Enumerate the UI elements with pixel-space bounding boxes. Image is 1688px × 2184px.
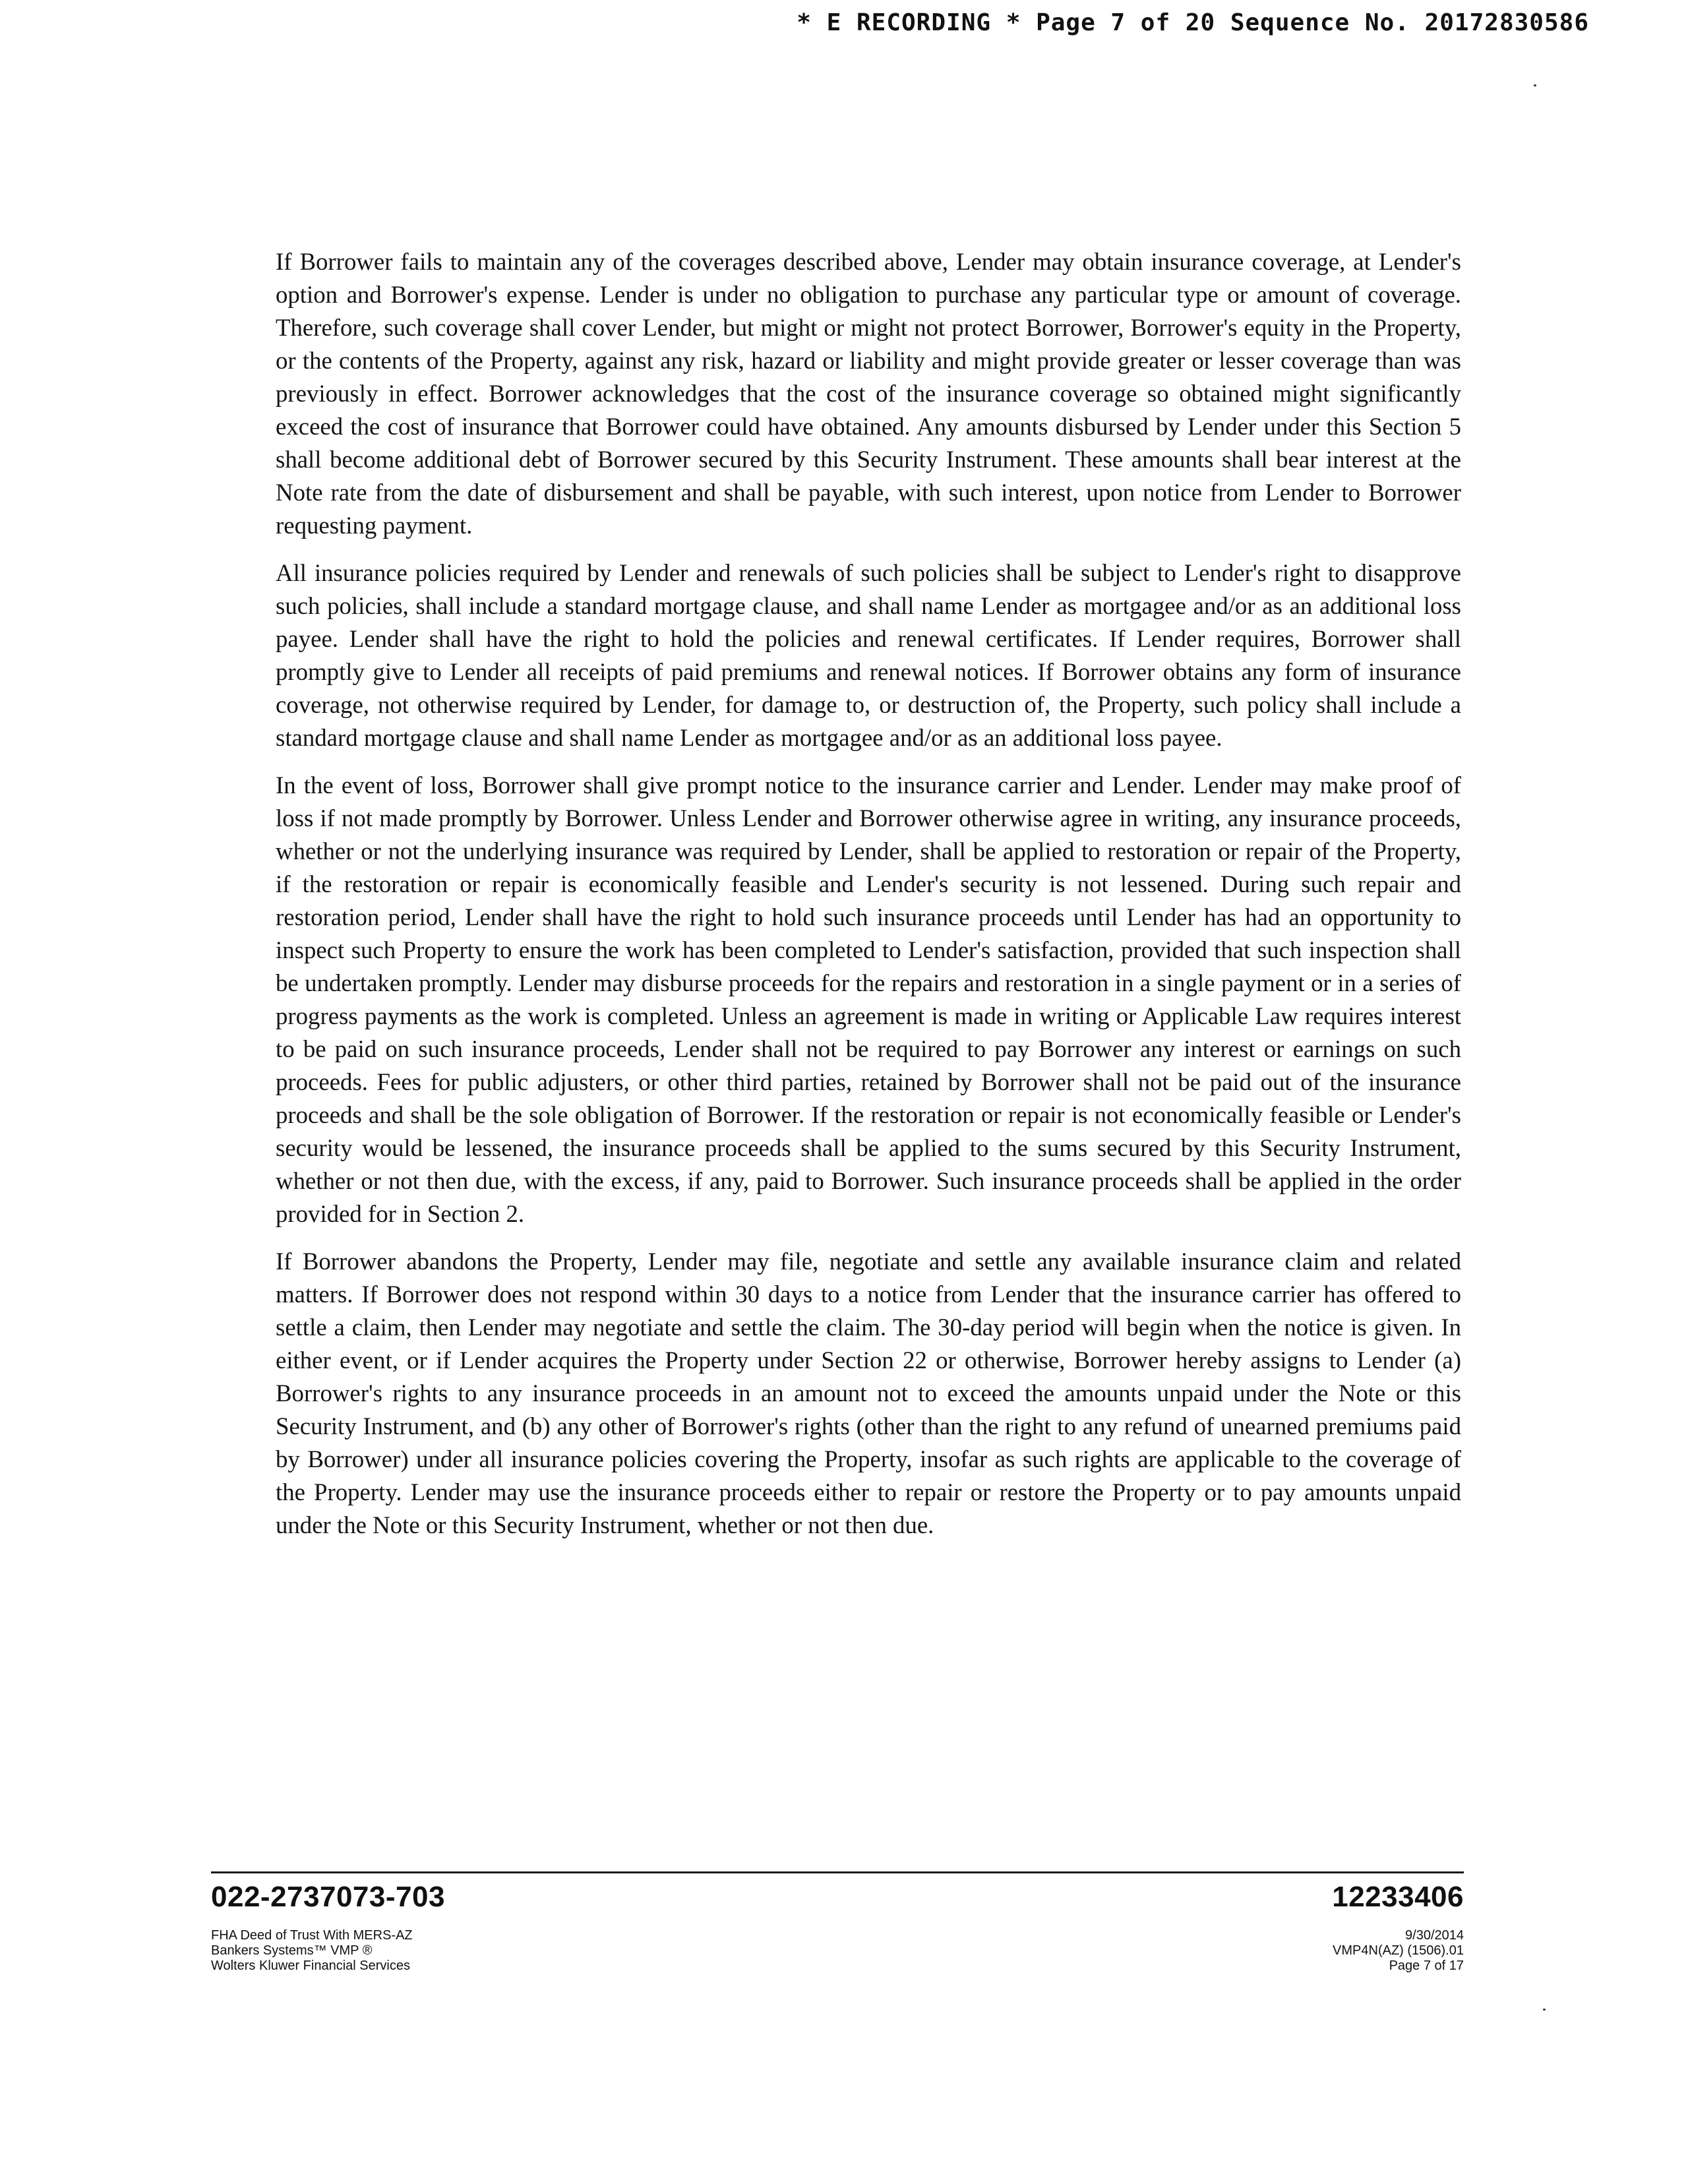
loan-number: 022-2737073-703 — [211, 1881, 445, 1913]
scan-speck — [1534, 84, 1536, 86]
page-footer — [211, 1871, 1464, 1990]
scan-speck — [1543, 2009, 1546, 2011]
form-meta — [1333, 1928, 1464, 1974]
form-code: VMP4N(AZ) (1506).01 — [1333, 1943, 1464, 1958]
paragraph-event-of-loss: In the event of loss, Borrower shall give prompt notice to the insurance carrier and Lender. Lender may make proof of loss if not made promptly by Borrower. Unless Lender and Borrower otherwise agree in writing, any insurance proceeds, whether or not the underlying insurance was required by Lender, shall be applied to restoration or repair of the Property, if the restoration or repair is economically feasible and Lender's security is not lessened. During such repair and restoration period, Lender shall have the right to hold such insurance proceeds until Lender has had an opportunity to inspect such Property to ensure the work has been completed to Lender's satisfaction, provided that such inspection shall be undertaken promptly. Lender may disburse proceeds for the repairs and restoration in a single payment or in a series of progress payments as the work is completed. Unless an agreement is made in writing or Applicable Law requires interest to be paid on such insurance proceeds, Lender shall not be required to pay Borrower any interest or earnings on such proceeds. Fees for public adjusters, or other third parties, retained by Borrower shall not be paid out of the insurance proceeds and shall be the sole obligation of Borrower. If the restoration or repair is not economically feasible or Lender's security would be lessened, the insurance proceeds shall be applied to the sums secured by this Security Instrument, whether or not then due, with the excess, if any, paid to Borrower. Such insurance proceeds shall be applied in the order provided for in Section 2. — [276, 772, 1461, 1227]
recording-header: * E RECORDING * Page 7 of 20 Sequence No. 20172830586 — [797, 9, 1589, 36]
form-date: 9/30/2014 — [1405, 1928, 1464, 1943]
form-publisher: Wolters Kluwer Financial Services — [211, 1958, 410, 1973]
form-vendor: Bankers Systems™ VMP ® — [211, 1943, 373, 1958]
form-page-number: Page 7 of 17 — [1389, 1958, 1464, 1973]
paragraph-insurance-policies: All insurance policies required by Lender and renewals of such policies shall be subject to Lender's right to disapprove such policies, shall include a standard mortgage clause, and shall name Lender as mortgagee and/or as an additional loss payee. Lender shall have the right to hold the policies and renewal certificates. If Lender requires, Borrower shall promptly give to Lender all receipts of paid premiums and renewal notices. If Borrower obtains any form of insurance coverage, not otherwise required by Lender, for damage to, or destruction of, the Property, such policy shall include a standard mortgage clause and shall name Lender as mortgagee and/or as an additional loss payee. — [276, 559, 1461, 751]
paragraph-abandonment: If Borrower abandons the Property, Lender may file, negotiate and settle any available insurance claim and related matters. If Borrower does not respond within 30 days to a notice from Lender that the insurance carrier has offered to settle a claim, then Lender may negotiate and settle the claim. The 30-day period will begin when the notice is given. In either event, or if Lender acquires the Property under Section 22 or otherwise, Borrower hereby assigns to Lender (a) Borrower's rights to any insurance proceeds in an amount not to exceed the amounts unpaid under the Note or this Security Instrument, and (b) any other of Borrower's rights (other than the right to any refund of unearned premiums paid by Borrower) under all insurance policies covering the Property, insofar as such rights are applicable to the coverage of the Property. Lender may use the insurance proceeds either to repair or restore the Property or to pay amounts unpaid under the Note or this Security Instrument, whether or not then due. — [276, 1248, 1461, 1538]
document-number: 12233406 — [1332, 1881, 1464, 1913]
paragraph-insurance-coverage: If Borrower fails to maintain any of the coverages described above, Lender may obtain insurance coverage, at Lender's option and Borrower's expense. Lender is under no obligation to purchase any particular type or amount of coverage. Therefore, such coverage shall cover Lender, but might or might not protect Borrower, Borrower's equity in the Property, or the contents of the Property, against any risk, hazard or liability and might provide greater or lesser coverage than was previously in effect. Borrower acknowledges that the cost of the insurance coverage so obtained might significantly exceed the cost of insurance that Borrower could have obtained. Any amounts disbursed by Lender under this Section 5 shall become additional debt of Borrower secured by this Security Instrument. These amounts shall bear interest at the Note rate from the date of disbursement and shall be payable, with such interest, upon notice from Lender to Borrower requesting payment. — [276, 248, 1461, 539]
form-title: FHA Deed of Trust With MERS-AZ — [211, 1928, 413, 1943]
form-info — [211, 1928, 413, 1974]
footer-divider — [211, 1871, 1464, 1873]
document-body — [276, 245, 1461, 1556]
